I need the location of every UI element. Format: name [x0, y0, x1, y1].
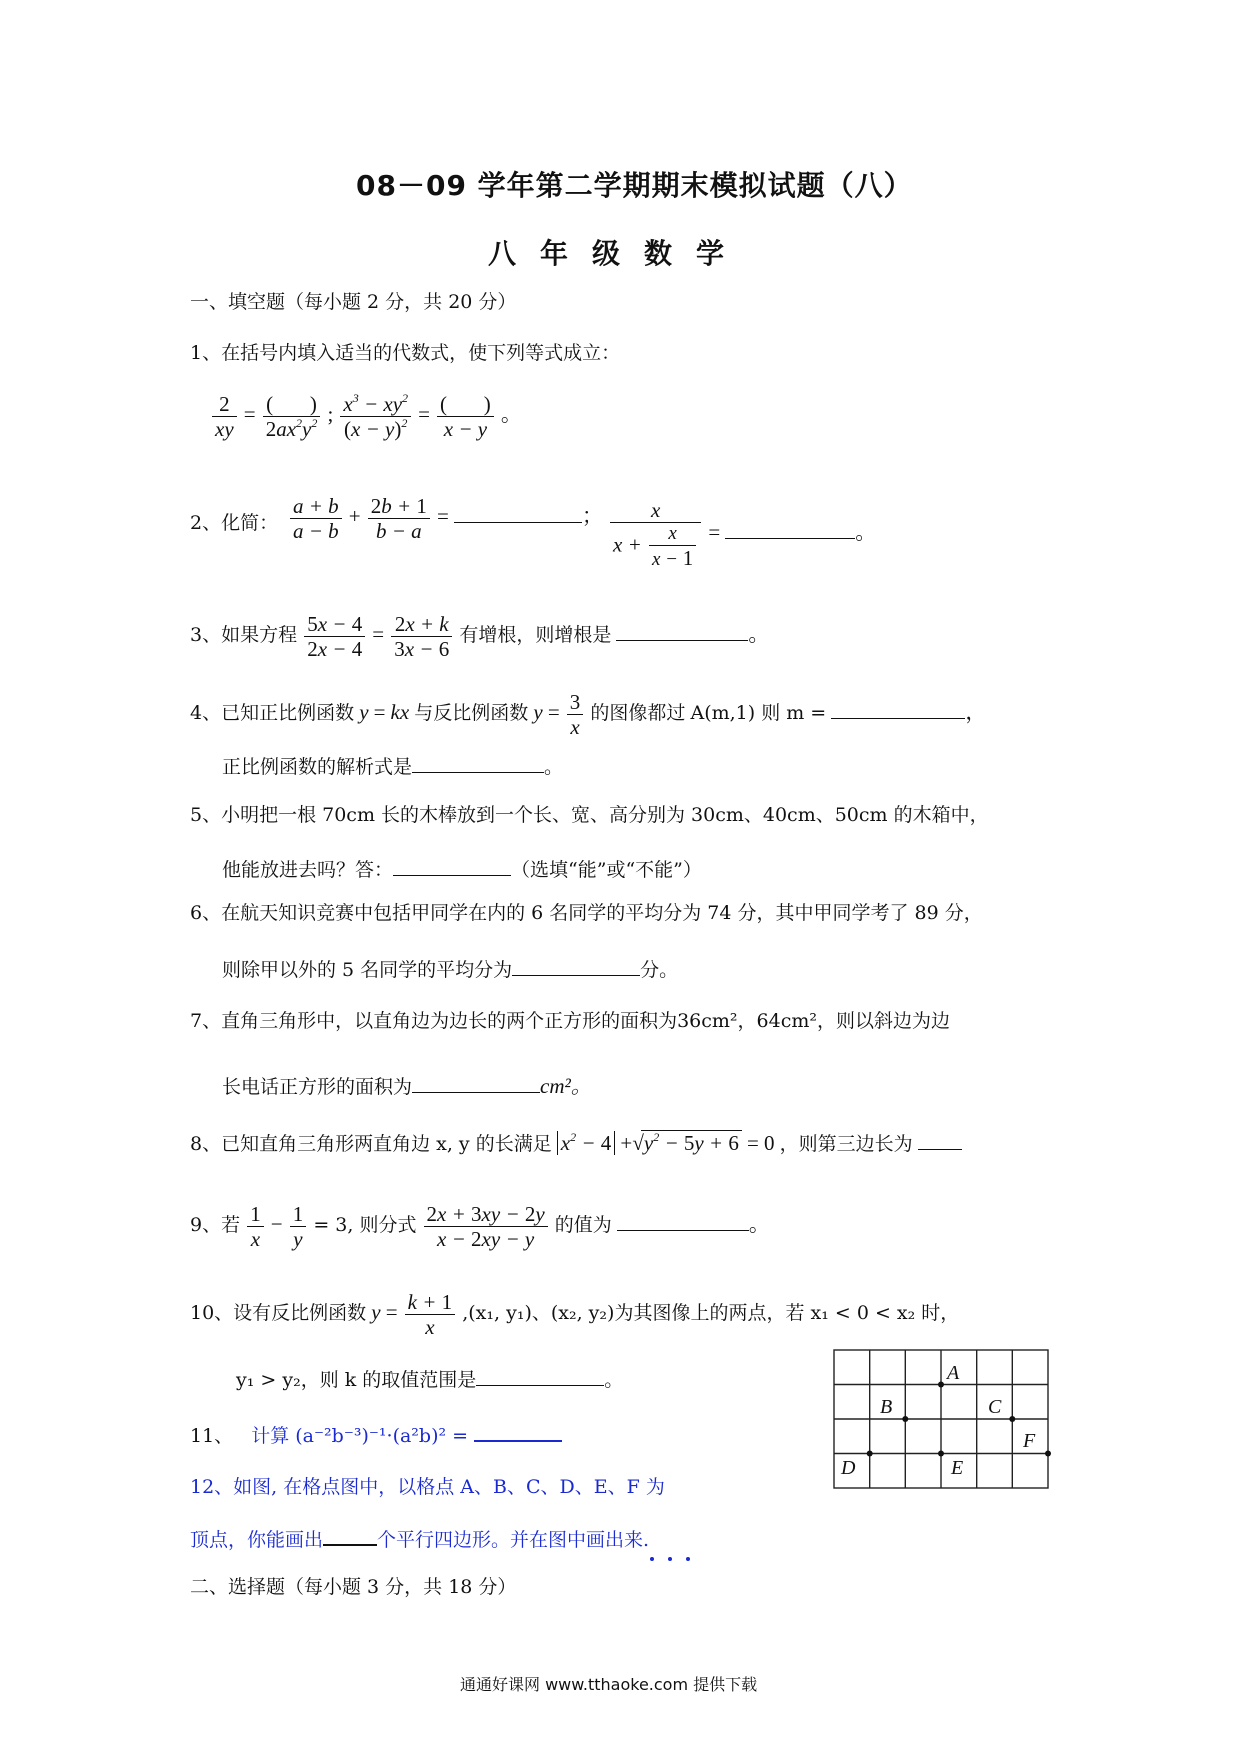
q10-text-a: 10、设有反比例函数: [190, 1302, 367, 1325]
grid-point-d: [867, 1451, 873, 1457]
q9-answer-blank: [617, 1210, 749, 1231]
q9-post: 的值为: [554, 1214, 612, 1237]
q3-pre: 3、如果方程: [190, 624, 298, 647]
grid-label-e: E: [951, 1457, 964, 1479]
grid-point-a: [938, 1382, 944, 1388]
grid-label-c: C: [988, 1396, 1002, 1418]
section1-heading: 一、填空题（每小题 2 分，共 20 分）: [190, 291, 517, 313]
q4-answer-blank-2: [412, 752, 544, 773]
grid-point-e: [938, 1451, 944, 1457]
q8-answer-blank: [918, 1129, 962, 1150]
q5-line2: [222, 855, 702, 880]
q12-answer-blank: [323, 1524, 377, 1546]
q12-line2-tail: 个平行四边形。并在图中画出来.: [377, 1529, 650, 1551]
q7-answer-blank: [412, 1072, 540, 1093]
lattice-grid-figure: [830, 1346, 1054, 1494]
q11-answer-blank: [474, 1420, 562, 1442]
q4-line1: 4、已知正比例函数 y = kx 与反比例函数 y = $\frac{3}{x}$ 的图像都过 A(m,1) 则 m = ，: [190, 690, 987, 740]
q5-line2-text: 他能放进去吗？答：: [222, 859, 394, 881]
q2-formula-1: $\frac{a + b}{a - b}$ + $\frac{2b + 1}{b - a}$ = ；: [288, 494, 603, 543]
q4-text-c: 的图像都过: [590, 702, 686, 725]
q11-label: 11、: [190, 1425, 234, 1447]
q10-answer-blank: [476, 1365, 604, 1386]
q2-label: 2、化简：: [190, 512, 279, 534]
q11-line: [190, 1420, 562, 1446]
q6-line1: 6、在航天知识竞赛中包括甲同学在内的 6 名同学的平均分为 74 分，其中甲同学考了 89 分，: [190, 902, 983, 924]
q10-line2-text: y₁ > y₂，则 k 的取值范围是: [236, 1369, 477, 1391]
page-subtitle: 八年级数学: [488, 237, 749, 270]
q4-line2: 正比例函数的解析式是 。: [222, 752, 563, 777]
q12-line1: 12、如图, 在格点图中，以格点 A、B、C、D、E、F 为: [190, 1476, 665, 1498]
q9-pre: 9、若: [190, 1214, 241, 1237]
q2-answer-blank-1: [454, 502, 582, 523]
q4-text-b: 与反比例函数: [414, 702, 529, 725]
q6-line2-unit: 分。: [640, 959, 679, 981]
grid-label-d: D: [841, 1457, 856, 1479]
grid-label-b: B: [880, 1396, 893, 1418]
q6-line2-text: 则除甲以外的 5 名同学的平均分为: [222, 959, 513, 981]
q5-answer-blank: [393, 855, 511, 876]
q3-post: 有增根，则增根是: [459, 624, 612, 647]
q8-pre: 8、已知直角三角形两直角边 x, y 的长满足: [190, 1133, 552, 1155]
grid-label-f: F: [1023, 1430, 1036, 1452]
q5-line2-hint: （选填“能”或“不能”）: [511, 859, 702, 881]
q4-text-a: 4、已知正比例函数: [190, 702, 355, 725]
q6-answer-blank: [512, 955, 640, 976]
q12-line2: [190, 1524, 649, 1550]
grid-point-b: [902, 1416, 908, 1422]
q10-line1: 10、设有反比例函数 y = $\frac{k + 1}{x}$ ,(x₁, y₁)、(x₂, y₂)为其图像上的两点，若 x₁ < 0 < x₂ 时，: [190, 1290, 960, 1340]
grid-point-f: [1045, 1451, 1051, 1457]
q8-post: ，则第三边长为: [779, 1133, 913, 1155]
q12-line2-text: 顶点，你能画出: [190, 1529, 324, 1551]
q9-mid: = 3, 则分式: [313, 1214, 417, 1237]
q10-text-b: ,(x₁, y₁)、(x₂, y₂)为其图像上的两点，若 x₁ < 0 < x₂ 时，: [462, 1302, 960, 1325]
q1-formula: $\frac{2}{xy}$ = $\frac{( )}{2ax^2y^2}$ ; $\frac{x^3 - xy^2}{(x - y)^2}$ = $\frac{( )}{x - y}$ 。: [210, 392, 522, 441]
q10-line2: y₁ > y₂，则 k 的取值范围是 。: [236, 1365, 623, 1390]
page-footer: 通通好课网 www.tthaoke.com 提供下载: [460, 1675, 758, 1694]
q7-line1: 7、直角三角形中，以直角边为边长的两个正方形的面积为36cm²，64cm²，则以斜边为边: [190, 1010, 950, 1032]
grid-label-a: A: [947, 1362, 960, 1384]
q2-answer-blank-2: [725, 518, 855, 539]
q7-line2-text: 长电话正方形的面积为: [222, 1076, 413, 1098]
page-title: 08－09 学年第二学期期末模拟试题（八）: [356, 169, 913, 202]
q3-line: 3、如果方程 $\frac{5x - 4}{2x - 4}$ = $\frac{2x + k}{3x - 6}$ 有增根，则增根是 。: [190, 612, 770, 662]
q2-formula-2: x x + $\frac{x}{x - 1}$ = 。: [608, 498, 876, 571]
q4-line2-text: 正比例函数的解析式是: [222, 756, 413, 778]
q7-line2: [222, 1072, 592, 1097]
q8-line: 8、已知直角三角形两直角边 x, y 的长满足 $x^2 - 4 + √y^2 - 5y + 6 = 0$ ，则第三边长为: [190, 1129, 962, 1156]
grid-point-c: [1009, 1416, 1015, 1422]
q1-text: 1、在括号内填入适当的代数式，使下列等式成立：: [190, 342, 621, 364]
q7-line2-unit: cm²。: [540, 1074, 592, 1098]
q4-text-d: A(m,1) 则 m =: [690, 702, 827, 725]
q5-line1: 5、小明把一根 70cm 长的木棒放到一个长、宽、高分别为 30cm、40cm、50cm 的木箱中，: [190, 804, 989, 826]
q6-line2: [222, 955, 678, 980]
q12-emphasis-dots: [650, 1546, 690, 1565]
section2-heading: 二、选择题（每小题 3 分，共 18 分）: [190, 1576, 517, 1598]
q3-answer-blank: [616, 620, 748, 641]
q9-line: 9、若 $\frac{1}{x}$ − $\frac{1}{y}$ = 3, 则分式 $\frac{2x + 3xy - 2y}{x - 2xy - y}$ 的值为 。: [190, 1202, 770, 1252]
q11-text: 计算 (a⁻²b⁻³)⁻¹·(a²b)² =: [251, 1425, 469, 1447]
q4-answer-blank-1: [831, 698, 965, 719]
